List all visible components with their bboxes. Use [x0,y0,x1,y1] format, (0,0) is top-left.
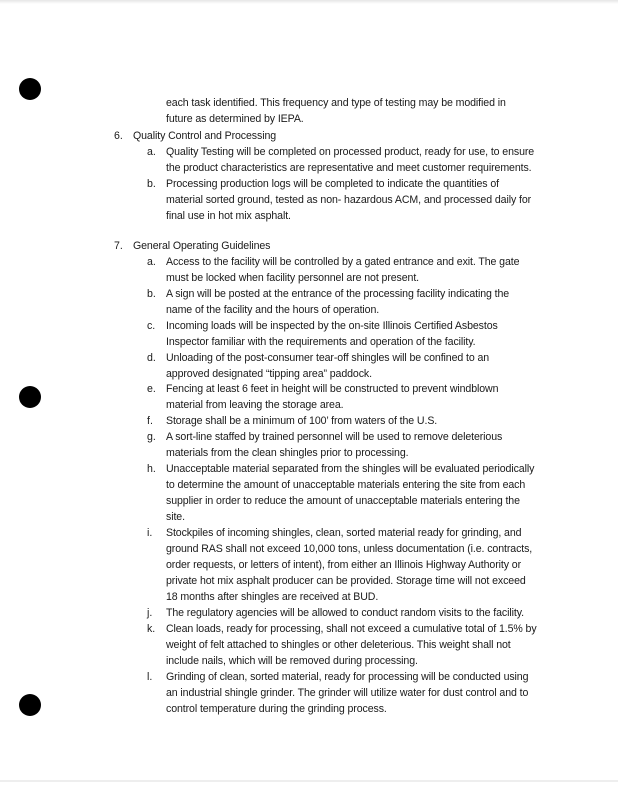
section-7-title: General Operating Guidelines [133,240,271,252]
list-item-letter: l. [147,671,153,683]
list-item-line: ground RAS shall not exceed 10,000 tons, unless documentation (i.e. contracts, [166,543,533,555]
list-item-line: name of the facility and the hours of operation. [166,304,380,316]
list-item-letter: g. [147,431,156,443]
intro-line: each task identified. This frequency and type of testing may be modified in [166,97,506,109]
list-item-letter: a. [147,146,156,158]
list-item-line: Grinding of clean, sorted material, ready for processing will be conducted using [166,671,529,683]
list-item-line: site. [166,511,185,523]
section-7-number: 7. [114,240,123,252]
list-item-letter: b. [147,178,156,190]
list-item-line: A sign will be posted at the entrance of the processing facility indicating the [166,288,510,300]
list-item-line: control temperature during the grinding process. [166,703,387,715]
list-item-line: material from leaving the storage area. [166,399,344,411]
list-item-line: approved designated “tipping area” paddock. [166,368,372,380]
list-item-letter: i. [147,527,153,539]
list-item-line: Processing production logs will be completed to indicate the quantities of [166,178,499,190]
list-item-line: The regulatory agencies will be allowed to conduct random visits to the facility. [166,607,524,619]
section-6-title: Quality Control and Processing [133,130,277,142]
section-6-number: 6. [114,130,123,142]
list-item-line: supplier in order to reduce the amount of unacceptable materials entering the [166,495,520,507]
list-item-line: Access to the facility will be controlled by a gated entrance and exit. The gate [166,256,520,268]
list-item-line: Unacceptable material separated from the shingles will be evaluated periodically [166,463,535,475]
list-item-line: Clean loads, ready for processing, shall not exceed a cumulative total of 1.5% by [166,623,537,635]
list-item-line: Fencing at least 6 feet in height will be constructed to prevent windblown [166,383,499,395]
list-item-line: final use in hot mix asphalt. [166,210,291,222]
list-item-line: Unloading of the post-consumer tear-off shingles will be confined to an [166,352,490,364]
list-item-letter: f. [147,415,153,427]
list-item-letter: h. [147,463,156,475]
list-item-line: to determine the amount of unacceptable materials entering the site from each [166,479,526,491]
list-item-line: Storage shall be a minimum of 100’ from waters of the U.S. [166,415,438,427]
list-item-line: Stockpiles of incoming shingles, clean, sorted material ready for grinding, and [166,527,522,539]
list-item-line: A sort-line staffed by trained personnel will be used to remove deleterious [166,431,503,443]
list-item-letter: j. [147,607,153,619]
list-item-line: the product characteristics are representative and meet customer requirements. [166,162,532,174]
list-item-line: include nails, which will be removed during processing. [166,655,418,667]
list-item-line: 18 months after shingles are received at BUD. [166,591,379,603]
list-item-line: materials from the clean shingles prior to processing. [166,447,409,459]
punch-hole-bottom [19,694,41,716]
list-item-line: Inspector familiar with the requirements and operation of the facility. [166,336,476,348]
list-item-letter: k. [147,623,156,635]
list-item-line: weight of felt attached to shingles or other deleterious. This weight shall not [166,639,511,651]
intro-line: future as determined by IEPA. [166,113,304,125]
scan-edge-top [0,0,618,4]
list-item-letter: d. [147,352,156,364]
list-item-letter: c. [147,320,156,332]
list-item-line: private hot mix asphalt producer can be provided. Storage time will not exceed [166,575,526,587]
list-item-line: material sorted ground, tested as non- hazardous ACM, and processed daily for [166,194,532,206]
list-item-line: order requests, or letters of intent), from either an Illinois Highway Authority or [166,559,521,571]
list-item-line: must be locked when facility personnel are not present. [166,272,420,284]
punch-hole-top [19,78,41,100]
list-item-letter: a. [147,256,156,268]
list-item-letter: e. [147,383,156,395]
list-item-letter: b. [147,288,156,300]
list-item-line: Quality Testing will be completed on processed product, ready for use, to ensure [166,146,535,158]
scan-edge-bottom [0,780,618,782]
punch-hole-middle [19,386,41,408]
list-item-line: an industrial shingle grinder. The grinder will utilize water for dust control and to [166,687,529,699]
list-item-line: Incoming loads will be inspected by the on-site Illinois Certified Asbestos [166,320,498,332]
